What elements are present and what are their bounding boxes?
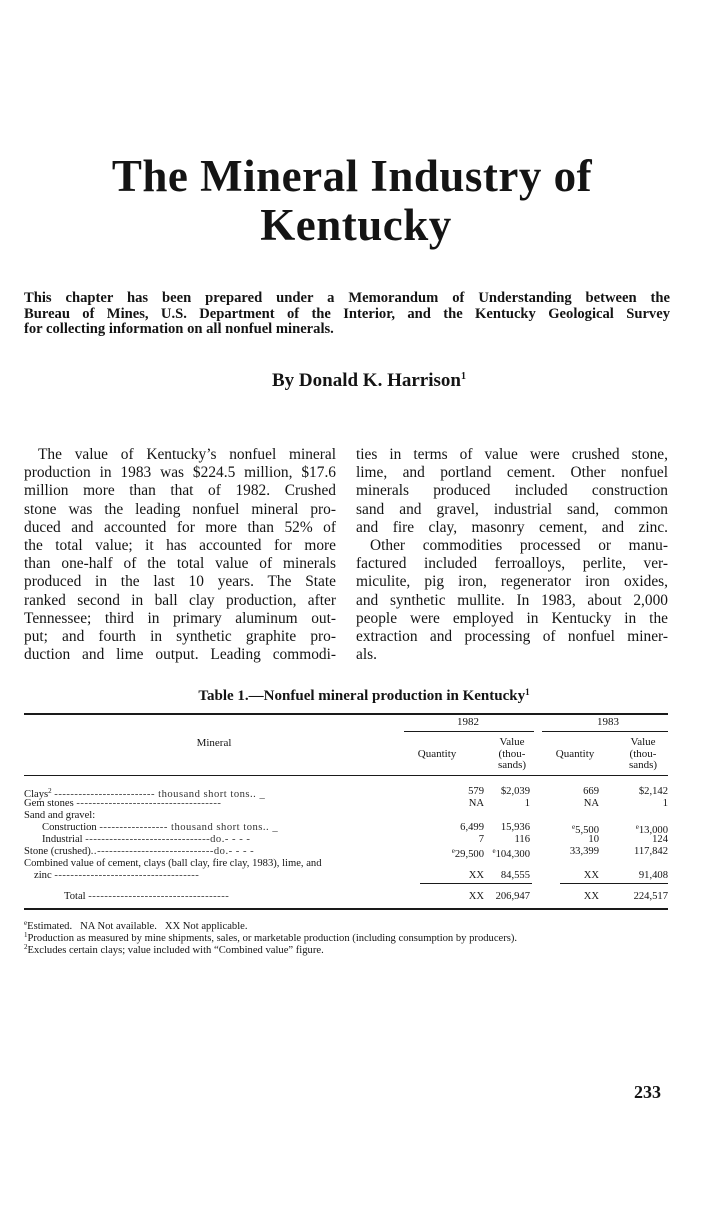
cell-value-1982: 206,947 <box>495 891 530 902</box>
estimated-mark: e <box>572 823 576 831</box>
body-line: duced and accounted for more than 52% of <box>24 518 336 536</box>
body-line: als. <box>356 646 377 664</box>
header-year-1982: 1982 <box>457 716 479 728</box>
table-row <box>24 810 668 822</box>
row-label-text: Total <box>64 891 86 902</box>
preface-line: Bureau of Mines, U.S. Department of the Interior, and the Kentucky Geological Survey <box>24 305 670 322</box>
table-caption-text: Table 1.—Nonfuel mineral production in Kentucky <box>198 688 526 704</box>
cell-value-1982: 15,936 <box>500 822 530 833</box>
cell-value-1983: 124 <box>652 834 668 845</box>
cell-quantity-1982-text: 29,500 <box>454 849 484 860</box>
body-line: The value of Kentucky’s nonfuel mineral <box>38 446 336 463</box>
cell-quantity-1982: 6,499 <box>460 822 484 833</box>
table-row <box>24 858 668 870</box>
body-line: and synthetic mullite. In 1983, about 2,000 <box>356 591 668 609</box>
header-value-1983-line: (thou- <box>629 747 657 760</box>
body-line: million more than that of 1982. Crushed <box>24 482 336 500</box>
cell-quantity-1983: 10 <box>588 834 599 845</box>
cell-value-1982-text: 104,300 <box>495 849 530 860</box>
table-row <box>24 846 668 858</box>
cell-quantity-1983: 669 <box>583 786 599 797</box>
cell-value-1982: $2,039 <box>500 786 530 797</box>
header-value-1983-line: Value <box>630 736 656 748</box>
row-label-text: Industrial <box>42 834 83 845</box>
body-line: than one-half of the total value of minerals <box>24 555 336 573</box>
row-label-text: zinc <box>34 870 52 881</box>
body-line: put; and fourth in synthetic graphite pro- <box>24 628 336 646</box>
row-label-text: Gem stones <box>24 798 74 809</box>
header-value-1982-line: sands) <box>497 759 527 772</box>
cell-quantity-1982: 579 <box>468 786 484 797</box>
body-line: duction and lime output. Leading commodi- <box>24 646 336 664</box>
cell-quantity-1982: NA <box>468 798 484 809</box>
cell-quantity-1983: XX <box>583 891 599 902</box>
header-value-1982-line: Value <box>499 736 525 748</box>
row-label <box>24 846 254 858</box>
row-label-text: Sand and gravel: <box>24 810 96 821</box>
estimated-mark: e <box>492 847 496 855</box>
footnote-1-mark: 1 <box>24 931 28 939</box>
dot-leader: ----------------- thousand short tons.. _ <box>99 822 279 833</box>
body-line: stone was the leading nonfuel mineral pro- <box>24 500 336 518</box>
cell-quantity-1983: 33,399 <box>569 846 599 857</box>
cell-value-1983: 224,517 <box>633 891 668 902</box>
dot-leader: ----------------------------------- <box>88 891 230 902</box>
cell-value-1983: $2,142 <box>638 786 668 797</box>
cell-quantity-1983: NA <box>583 798 599 809</box>
row-label <box>42 834 250 846</box>
header-value-1983-line: sands) <box>628 759 658 772</box>
body-line: sand and gravel, industrial sand, common <box>356 500 668 518</box>
total-rule-1983 <box>560 883 668 884</box>
author-footnote-mark: 1 <box>460 371 466 382</box>
page-title-line-1: The Mineral Industry of <box>111 151 593 201</box>
preface-line: This chapter has been prepared under a Memorandum of Understanding between the <box>24 290 670 306</box>
row-label-text: Stone (crushed) <box>24 846 91 857</box>
cell-quantity-1982: 7 <box>478 834 484 845</box>
dot-leader: ..-----------------------------do.- - - - <box>90 846 255 857</box>
total-rule-1982 <box>420 883 532 884</box>
row-label-text: Clays <box>24 789 49 800</box>
footnote-estimated: Estimated. <box>27 921 73 932</box>
table-bottom-rule <box>24 908 668 910</box>
year-1982-rule <box>404 731 534 732</box>
header-bottom-rule <box>24 775 668 776</box>
estimated-mark: e <box>451 847 455 855</box>
row-label <box>42 822 278 834</box>
estimated-mark: e <box>635 823 639 831</box>
row-label-text: Combined value of cement, clays (ball clay, fire clay, 1983), lime, and <box>24 858 322 869</box>
row-label <box>34 870 199 882</box>
header-value-1983 <box>617 737 669 772</box>
body-line: ranked second in ball clay production, after <box>24 591 336 609</box>
page-number: 233 <box>634 1082 661 1102</box>
body-line: lime, and portland cement. Other nonfuel <box>356 464 668 482</box>
table-footnote-2 <box>24 942 324 956</box>
body-line: extraction and processing of nonfuel miner- <box>356 628 668 646</box>
year-1983-rule <box>542 731 668 732</box>
footnote-na: NA Not available. <box>80 921 157 932</box>
table-top-rule <box>24 713 668 715</box>
dot-leader: ------------------------- thousand short tons.. _ <box>54 789 266 800</box>
cell-value-1983: 117,842 <box>633 846 668 857</box>
cell-value-1982: 116 <box>514 834 530 845</box>
row-footnote-mark: 2 <box>48 787 52 795</box>
header-quantity-1982: Quantity <box>417 748 457 760</box>
footnote-2-text: Excludes certain clays; value included with “Combined value” figure. <box>27 945 324 956</box>
table-row <box>24 870 668 882</box>
cell-value-1983: 91,408 <box>638 870 668 881</box>
body-line: produced in the last 10 years. The State <box>24 573 336 591</box>
cell-quantity-1983: XX <box>583 870 599 881</box>
body-line: people were employed in Kentucky in the <box>356 609 668 627</box>
footnote-2-mark: 2 <box>24 943 28 951</box>
table-row <box>24 822 668 834</box>
dot-leader: ------------------------------------ <box>76 798 222 809</box>
header-year-1983: 1983 <box>597 716 619 728</box>
body-line: Other commodities processed or manu- <box>370 537 668 555</box>
body-line: Tennessee; third in primary aluminum out- <box>24 609 336 627</box>
cell-quantity-1982: XX <box>468 870 484 881</box>
row-label-text: Construction <box>42 822 97 833</box>
footnote-1-text: Production as measured by mine shipments, sales, or marketable production (including consumption by producers). <box>27 933 518 944</box>
table-row <box>24 786 668 798</box>
table-row-total <box>24 891 668 903</box>
table-row <box>24 834 668 846</box>
header-value-1982-line: (thou- <box>498 747 526 760</box>
body-line: miculite, pig iron, regenerator iron oxides, <box>356 573 668 591</box>
cell-quantity-1982: XX <box>468 891 484 902</box>
cell-value-1982: 1 <box>524 798 530 809</box>
body-line: the total value; it has accounted for more <box>24 537 336 555</box>
header-value-1982 <box>486 737 538 772</box>
body-line: factured included ferroalloys, perlite, ver- <box>356 555 668 573</box>
body-line: ties in terms of value were crushed stone, <box>356 446 668 463</box>
footnote-xx: XX Not applicable. <box>164 921 248 932</box>
estimated-mark: e <box>24 919 28 927</box>
body-line: and fire clay, masonry cement, and zinc. <box>356 518 668 536</box>
header-mineral: Mineral <box>196 737 232 749</box>
header-quantity-1983: Quantity <box>555 748 595 760</box>
page-title-line-2: Kentucky <box>260 200 452 250</box>
cell-value-1983-text: 13,000 <box>638 825 668 836</box>
cell-value-1982: 84,555 <box>500 870 530 881</box>
table-row <box>24 798 668 810</box>
preface-line: for collecting information on all nonfuel minerals. <box>24 321 334 337</box>
body-line: production in 1983 was $224.5 million, $17.6 <box>24 464 336 482</box>
author-name: By Donald K. Harrison <box>272 370 461 391</box>
body-line: minerals produced included construction <box>356 482 668 500</box>
table-caption-footnote-mark: 1 <box>525 687 530 697</box>
row-label <box>64 891 229 903</box>
dot-leader: ------------------------------------ <box>54 870 200 881</box>
row-label <box>24 798 221 810</box>
cell-quantity-1983-text: 5,500 <box>575 825 599 836</box>
dot-leader: -------------------------------do.- - - - <box>85 834 251 845</box>
cell-value-1983: 1 <box>662 798 668 809</box>
